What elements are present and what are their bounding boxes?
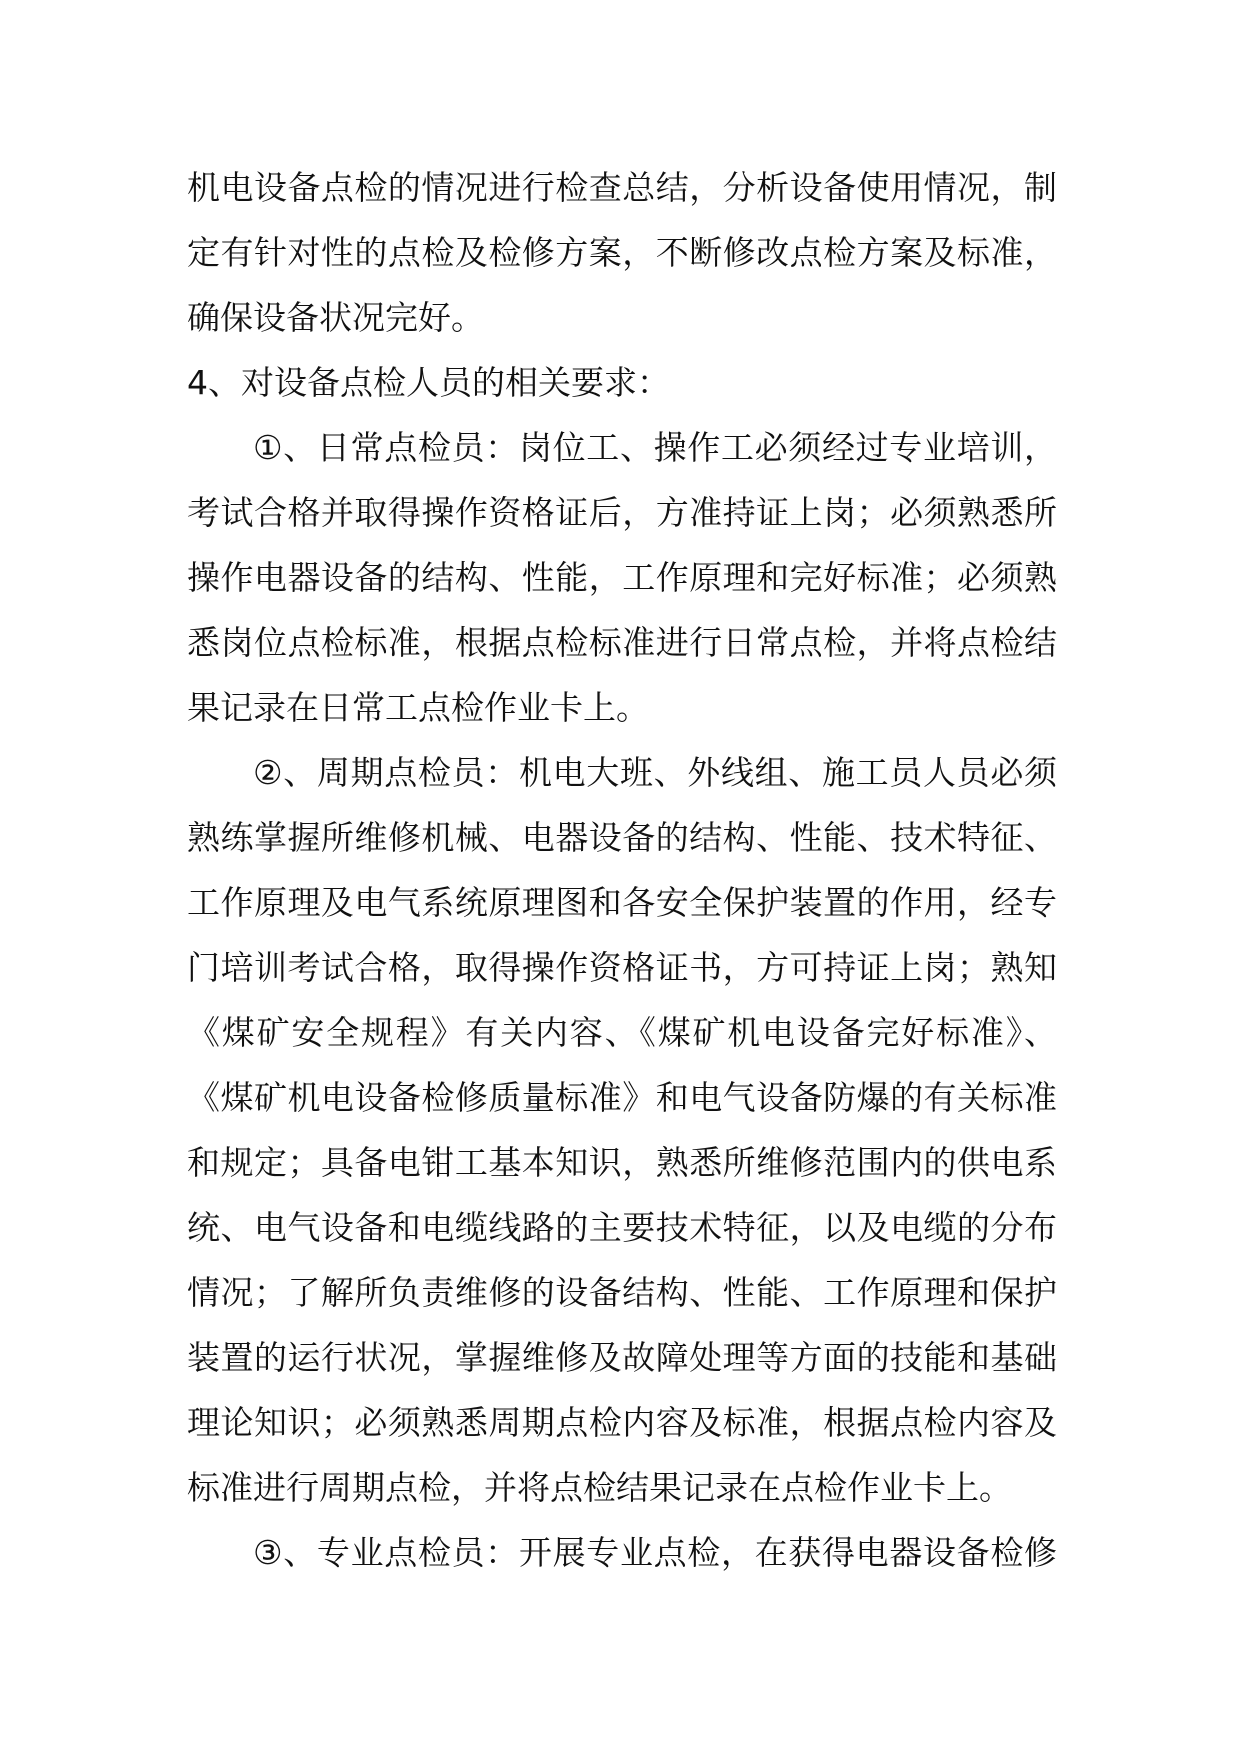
section-heading: 4、对设备点检人员的相关要求： <box>187 363 670 402</box>
text-line: 考试合格并取得操作资格证后，方准持证上岗；必须熟悉所 <box>187 493 1057 532</box>
text-line: 标准进行周期点检，并将点检结果记录在点检作业卡上。 <box>187 1468 1012 1507</box>
text-line: ③、专业点检员：开展专业点检，在获得电器设备检修 <box>253 1533 1057 1572</box>
text-line: 情况；了解所负责维修的设备结构、性能、工作原理和保护 <box>187 1273 1057 1312</box>
text-line: 装置的运行状况，掌握维修及故障处理等方面的技能和基础 <box>187 1338 1057 1377</box>
text-line: 悉岗位点检标准，根据点检标准进行日常点检，并将点检结 <box>187 623 1057 662</box>
text-line: 操作电器设备的结构、性能，工作原理和完好标准；必须熟 <box>187 558 1057 597</box>
body-text <box>187 155 1057 1585</box>
text-line: 理论知识；必须熟悉周期点检内容及标准，根据点检内容及 <box>187 1403 1057 1442</box>
text-line: 果记录在日常工点检作业卡上。 <box>187 688 649 727</box>
text-line: 机电设备点检的情况进行检查总结，分析设备使用情况，制 <box>187 168 1057 207</box>
text-line: 和规定；具备电钳工基本知识，熟悉所维修范围内的供电系 <box>187 1143 1057 1182</box>
text-line: 门培训考试合格，取得操作资格证书，方可持证上岗；熟知 <box>187 948 1057 987</box>
text-line: 确保设备状况完好。 <box>187 298 484 337</box>
text-line: ②、周期点检员：机电大班、外线组、施工员人员必须 <box>253 753 1057 792</box>
text-line: 工作原理及电气系统原理图和各安全保护装置的作用，经专 <box>187 883 1057 922</box>
text-line: 统、电气设备和电缆线路的主要技术特征，以及电缆的分布 <box>187 1208 1057 1247</box>
text-line: 《煤矿安全规程》有关内容、《煤矿机电设备完好标准》、 <box>187 1013 1057 1052</box>
text-line: ①、日常点检员：岗位工、操作工必须经过专业培训， <box>253 428 1057 467</box>
text-line: 《煤矿机电设备检修质量标准》和电气设备防爆的有关标准 <box>187 1078 1057 1117</box>
text-line: 定有针对性的点检及检修方案，不断修改点检方案及标准， <box>187 233 1057 272</box>
text-line: 熟练掌握所维修机械、电器设备的结构、性能、技术特征、 <box>187 818 1057 857</box>
